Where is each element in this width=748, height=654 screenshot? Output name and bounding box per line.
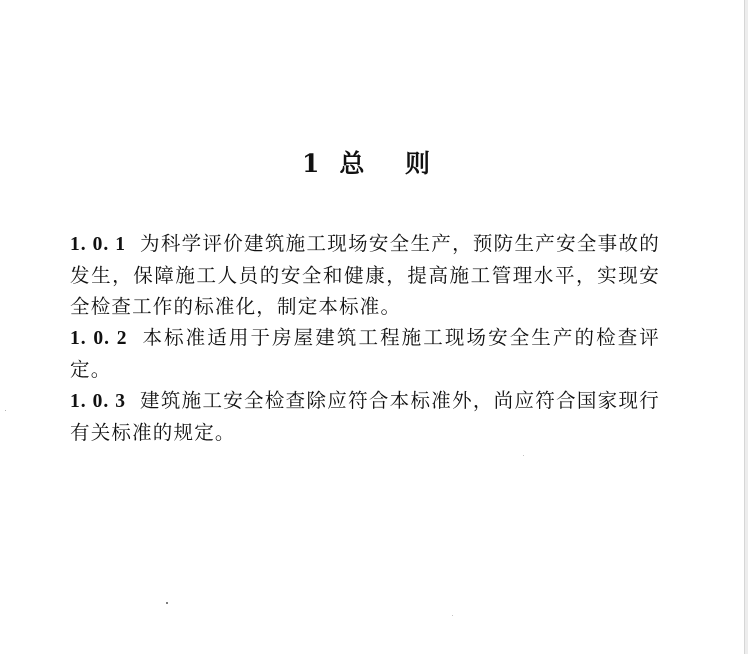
scan-speck bbox=[452, 615, 453, 616]
scan-speck bbox=[166, 602, 168, 604]
clause-text: 为科学评价建筑施工现场安全生产，预防生产安全事故的发生，保障施工人员的安全和健康，提高施工管理水平，实现安全检查工作的标准化，制定本标准。 bbox=[70, 232, 660, 318]
clause-text: 建筑施工安全检查除应符合本标准外，尚应符合国家现行有关标准的规定。 bbox=[70, 389, 660, 444]
clause-text: 本标准适用于房屋建筑工程施工现场安全生产的检查评定。 bbox=[70, 326, 660, 381]
scan-speck bbox=[523, 455, 524, 456]
clause-number: 1. 0. 3 bbox=[70, 391, 126, 412]
chapter-title: 总 则 bbox=[339, 149, 447, 178]
scan-speck bbox=[5, 410, 6, 411]
chapter-heading bbox=[0, 144, 748, 180]
clause-1-0-2 bbox=[70, 322, 660, 385]
clause-number: 1. 0. 2 bbox=[70, 328, 128, 349]
chapter-number: 1 bbox=[301, 149, 322, 178]
clause-1-0-3 bbox=[70, 385, 660, 448]
clauses-body bbox=[70, 228, 660, 448]
clause-1-0-1 bbox=[70, 228, 660, 322]
clause-number: 1. 0. 1 bbox=[70, 234, 126, 255]
